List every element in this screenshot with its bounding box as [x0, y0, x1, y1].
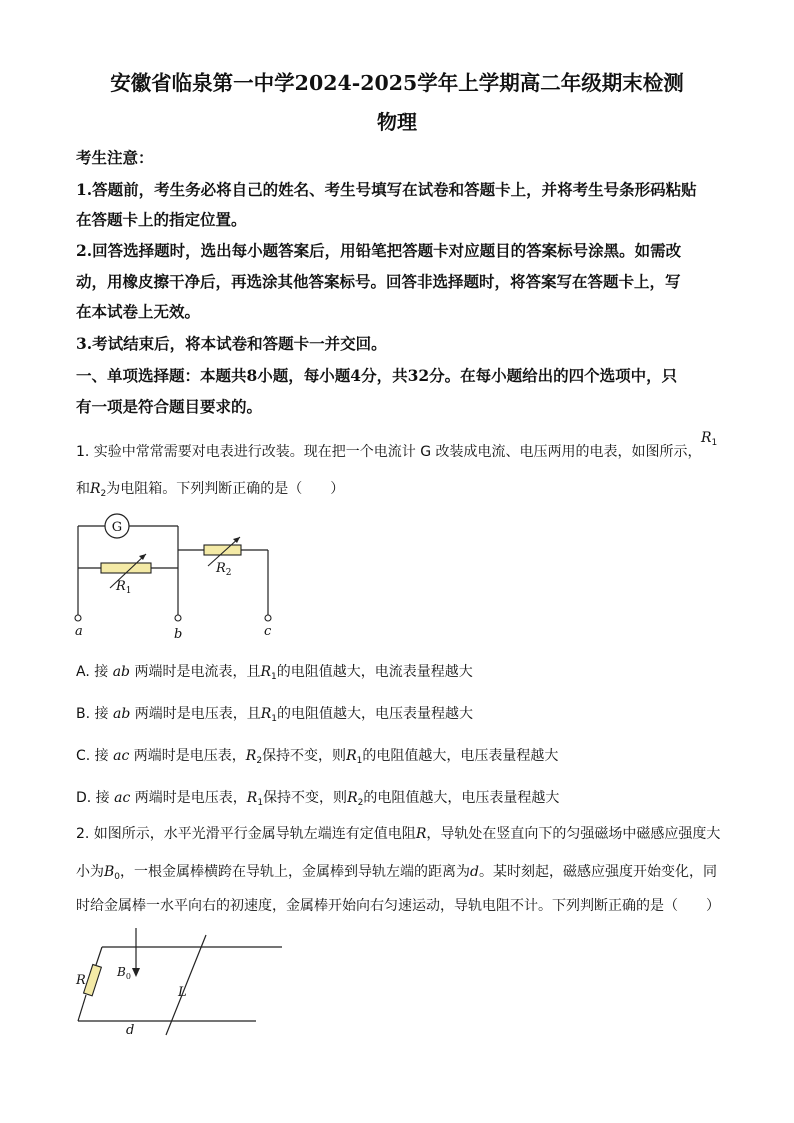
- notice-item-2-line-1: 2.回答选择题时，选出每小题答案后，用铅笔把答题卡对应题目的答案标号涂黑。如需改: [76, 241, 682, 260]
- q1-option-a[interactable]: A. 接 ab 两端时是电流表，且$R_1$的电阻值越大，电流表量程越大: [76, 664, 473, 682]
- q2-stem-line-2: 小为$B_0$，一根金属棒横跨在导轨上，金属棒到导轨左端的距离为d。某时刻起，磁感应强度开始变化，同: [76, 864, 717, 882]
- terminal-c: [265, 615, 271, 621]
- section-1-line-2: 有一项是符合题目要求的。: [76, 397, 263, 416]
- svg-text:G: G: [111, 520, 123, 535]
- notice-item-1-line-2: 在答题卡上的指定位置。: [76, 210, 247, 229]
- d-label: d: [126, 1023, 135, 1038]
- b0-label: $B_0$: [117, 965, 131, 981]
- section-1-line-1: 一、单项选择题：本题共8小题，每小题4分，共32分。在每小题给出的四个选项中，只: [76, 366, 678, 385]
- l-label: L: [178, 985, 187, 1000]
- terminal-a: [75, 615, 81, 621]
- r2-label: $R_2$: [216, 561, 232, 578]
- notice-item-3: 3.考试结束后，将本试卷和答题卡一并交回。: [76, 334, 387, 353]
- terminal-b: [175, 615, 181, 621]
- terminal-b-label: b: [174, 627, 183, 642]
- q1-option-b[interactable]: B. 接 ab 两端时是电压表，且$R_1$的电阻值越大，电压表量程越大: [76, 706, 474, 724]
- galvanometer-symbol: [105, 514, 129, 538]
- notice-item-1-line-1: 1.答题前，考生务必将自己的姓名、考生号填写在试卷和答题卡上，并将考生号条形码粘贴: [76, 180, 697, 199]
- q2-stem-line-1: 2. 如图所示，水平光滑平行金属导轨左端连有定值电阻R，导轨处在竖直向下的匀强磁场中磁感应强度大: [76, 826, 721, 842]
- b-field-arrow-icon: [132, 968, 140, 977]
- q1-option-c[interactable]: C. 接 ac 两端时是电压表，$R_2$保持不变，则$R_1$的电阻值越大，电压表量程越大: [76, 748, 559, 766]
- q1-option-d[interactable]: D. 接 ac 两端时是电压表，$R_1$保持不变，则$R_2$的电阻值越大，电压表量程越大: [76, 790, 560, 808]
- exam-subject: 物理: [377, 110, 417, 134]
- r-label: R: [76, 973, 86, 988]
- notice-item-2-line-2: 动，用橡皮擦干净后，再选涂其他答案标号。回答非选择题时，将答案写在答题卡上，写: [76, 272, 681, 291]
- q1-circuit-diagram: [68, 512, 288, 642]
- resistor-r1-symbol: [101, 554, 151, 588]
- q1-r1-symbol: $R_1$: [701, 430, 718, 448]
- notice-item-2-line-3: 在本试卷上无效。: [76, 302, 201, 321]
- q2-rail-diagram: [70, 925, 290, 1040]
- exam-title: 安徽省临泉第一中学2024-2025学年上学期高二年级期末检测: [110, 71, 684, 95]
- terminal-a-label: a: [75, 624, 83, 639]
- q1-stem-line-2: 和$R_2$为电阻箱。下列判断正确的是（ ）: [76, 481, 345, 499]
- q1-stem-line-1: 1. 实验中常常需要对电表进行改装。现在把一个电流计 G 改装成电流、电压两用的电表，如图所示，: [76, 444, 702, 460]
- notice-heading: 考生注意：: [76, 148, 154, 167]
- resistor-r-symbol: [84, 964, 102, 995]
- q2-stem-line-3: 时给金属棒一水平向右的初速度，金属棒开始向右匀速运动，导轨电阻不计。下列判断正确的是（ ）: [76, 898, 720, 914]
- r1-label: $R_1$: [116, 579, 132, 596]
- terminal-c-label: c: [264, 624, 272, 639]
